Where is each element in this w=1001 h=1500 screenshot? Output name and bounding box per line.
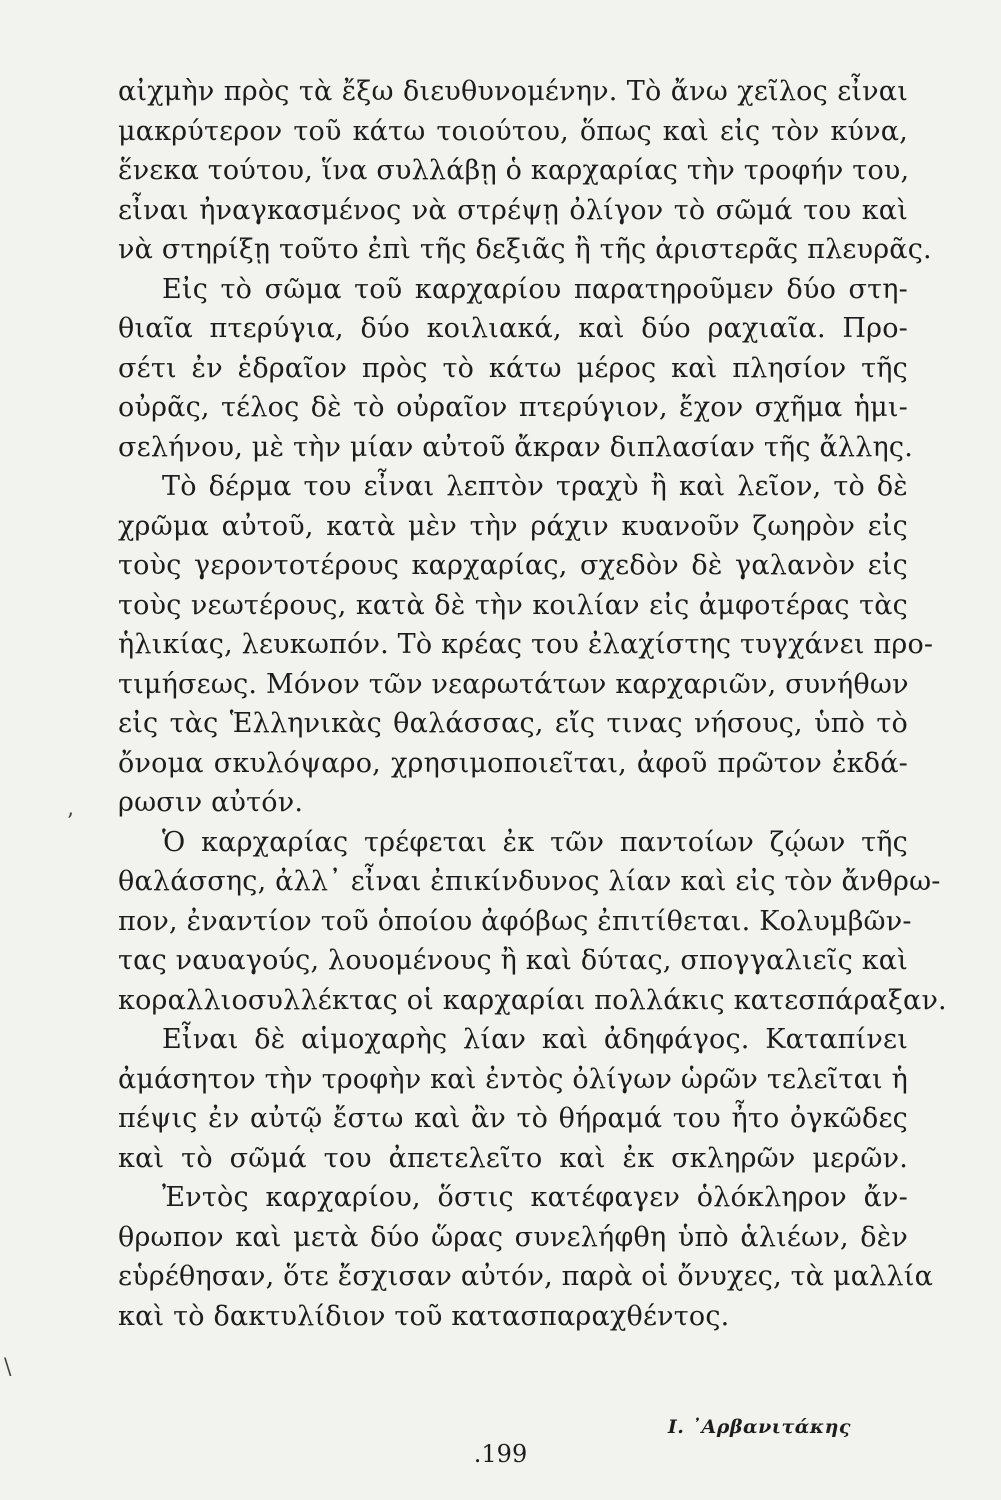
page-body xyxy=(118,72,947,1336)
paragraph-1 xyxy=(118,72,932,270)
text-line: σελήνου, μὲ τὴν μίαν αὐτοῦ ἄκραν διπλασίαν τῆς ἄλλης. xyxy=(118,431,914,463)
text-line: τοὺς γεροντοτέρους καρχαρίας, σχεδὸν δὲ γαλανὸν εἰς xyxy=(118,550,908,581)
paragraph-6 xyxy=(118,1178,934,1336)
text-line: πέψις ἐν αὐτῷ ἔστω καὶ ἂν τὸ θήραμά του ἦτο ὀγκῶδες xyxy=(118,1103,908,1134)
pencil-mark-icon: ʼ xyxy=(66,810,73,835)
text-line: καὶ τὸ σῶμά του ἀπετελεῖτο καὶ ἐκ σκληρῶν μερῶν. xyxy=(118,1142,908,1174)
text-line: αἰχμὴν πρὸς τὰ ἔξω διευθυνομένην. Τὸ ἄνω χεῖλος εἶναι xyxy=(118,76,908,107)
text-line: μακρύτερον τοῦ κάτω τοιούτου, ὅπως καὶ εἰς τὸν κύνα, xyxy=(118,115,908,147)
paragraph-2 xyxy=(118,270,914,468)
text-line: τας ναυαγούς, λουομένους ἢ καὶ δύτας, σπογγαλιεῖς καὶ xyxy=(118,945,908,976)
text-line: θιαῖα πτερύγια, δύο κοιλιακά, καὶ δύο ραχιαῖα. Προ- xyxy=(118,313,908,344)
text-line: Τὸ δέρμα του εἶναι λεπτὸν τραχὺ ἢ καὶ λεῖον, τὸ δὲ xyxy=(162,471,908,502)
paragraph-3 xyxy=(118,467,934,823)
text-line: ἡλικίας, λευκωπόν. Τὸ κρέας του ἐλαχίστης τυγχάνει προ- xyxy=(118,629,934,660)
text-line: ὄνομα σκυλόψαρο, χρησιμοποιεῖται, ἀφοῦ πρῶτον ἐκδά- xyxy=(118,747,908,779)
text-line: ρωσιν αὐτόν. xyxy=(118,787,304,818)
text-line: Εἶναι δὲ αἱμοχαρὴς λίαν καὶ ἀδηφάγος. Καταπίνει xyxy=(162,1024,908,1055)
text-line: θαλάσσης, ἀλλ᾽ εἶναι ἐπικίνδυνος λίαν καὶ εἰς τὸν ἄνθρω- xyxy=(118,866,941,897)
text-line: θρωπον καὶ μετὰ δύο ὥρας συνελήφθη ὑπὸ ἁλιέων, δὲν xyxy=(118,1221,908,1253)
text-line: καὶ τὸ δακτυλίδιον τοῦ κατασπαραχθέντος. xyxy=(118,1300,730,1332)
text-line: εἶναι ἠναγκασμένος νὰ στρέψῃ ὀλίγον τὸ σῶμά του καὶ xyxy=(118,194,908,226)
text-line: πον, ἐναντίον τοῦ ὁποίου ἀφόβως ἐπιτίθεται. Κολυμβῶν- xyxy=(118,905,912,937)
text-line: Εἰς τὸ σῶμα τοῦ καρχαρίου παρατηροῦμεν δύο στη- xyxy=(162,273,908,305)
text-line: Ὁ καρχαρίας τρέφεται ἐκ τῶν παντοίων ζῴων τῆς xyxy=(162,826,908,858)
page-number: .199 xyxy=(473,1440,528,1468)
text-line: εὑρέθησαν, ὅτε ἔσχισαν αὐτόν, παρὰ οἱ ὄνυχες, τὰ μαλλία xyxy=(118,1261,934,1292)
paragraph-4 xyxy=(118,823,947,1021)
text-line: κοραλλιοσυλλέκτας οἱ καρχαρίαι πολλάκις κατεσπάραξαν. xyxy=(118,984,947,1016)
text-line: ἕνεκα τούτου, ἵνα συλλάβῃ ὁ καρχαρίας τὴν τροφήν του, xyxy=(118,155,910,186)
text-line: Ἐντὸς καρχαρίου, ὅστις κατέφαγεν ὁλόκληρον ἄν- xyxy=(162,1182,908,1213)
text-line: ἀμάσητον τὴν τροφὴν καὶ ἐντὸς ὀλίγων ὡρῶν τελεῖται ἡ xyxy=(118,1063,908,1095)
margin-stroke-icon: \ xyxy=(4,1355,12,1380)
text-line: τιμήσεως. Μόνον τῶν νεαρωτάτων καρχαριῶν, συνήθων xyxy=(118,668,909,700)
author-signature: Ι. ᾿Αρβανιτάκης xyxy=(667,1416,851,1438)
text-line: εἰς τὰς Ἑλληνικὰς θαλάσσας, εἴς τινας νήσους, ὑπὸ τὸ xyxy=(118,708,908,739)
text-line: σέτι ἐν ἑδραῖον πρὸς τὸ κάτω μέρος καὶ πλησίον τῆς xyxy=(118,352,908,384)
text-line: οὐρᾶς, τέλος δὲ τὸ οὐραῖον πτερύγιον, ἔχον σχῆμα ἡμι- xyxy=(118,392,908,423)
text-line: νὰ στηρίξῃ τοῦτο ἐπὶ τῆς δεξιᾶς ἢ τῆς ἀριστερᾶς πλευρᾶς. xyxy=(118,234,932,265)
paragraph-5 xyxy=(118,1020,908,1178)
text-line: τοὺς νεωτέρους, κατὰ δὲ τὴν κοιλίαν εἰς ἀμφοτέρας τὰς xyxy=(118,589,908,621)
text-line: χρῶμα αὐτοῦ, κατὰ μὲν τὴν ράχιν κυανοῦν ζωηρὸν εἰς xyxy=(118,510,908,542)
